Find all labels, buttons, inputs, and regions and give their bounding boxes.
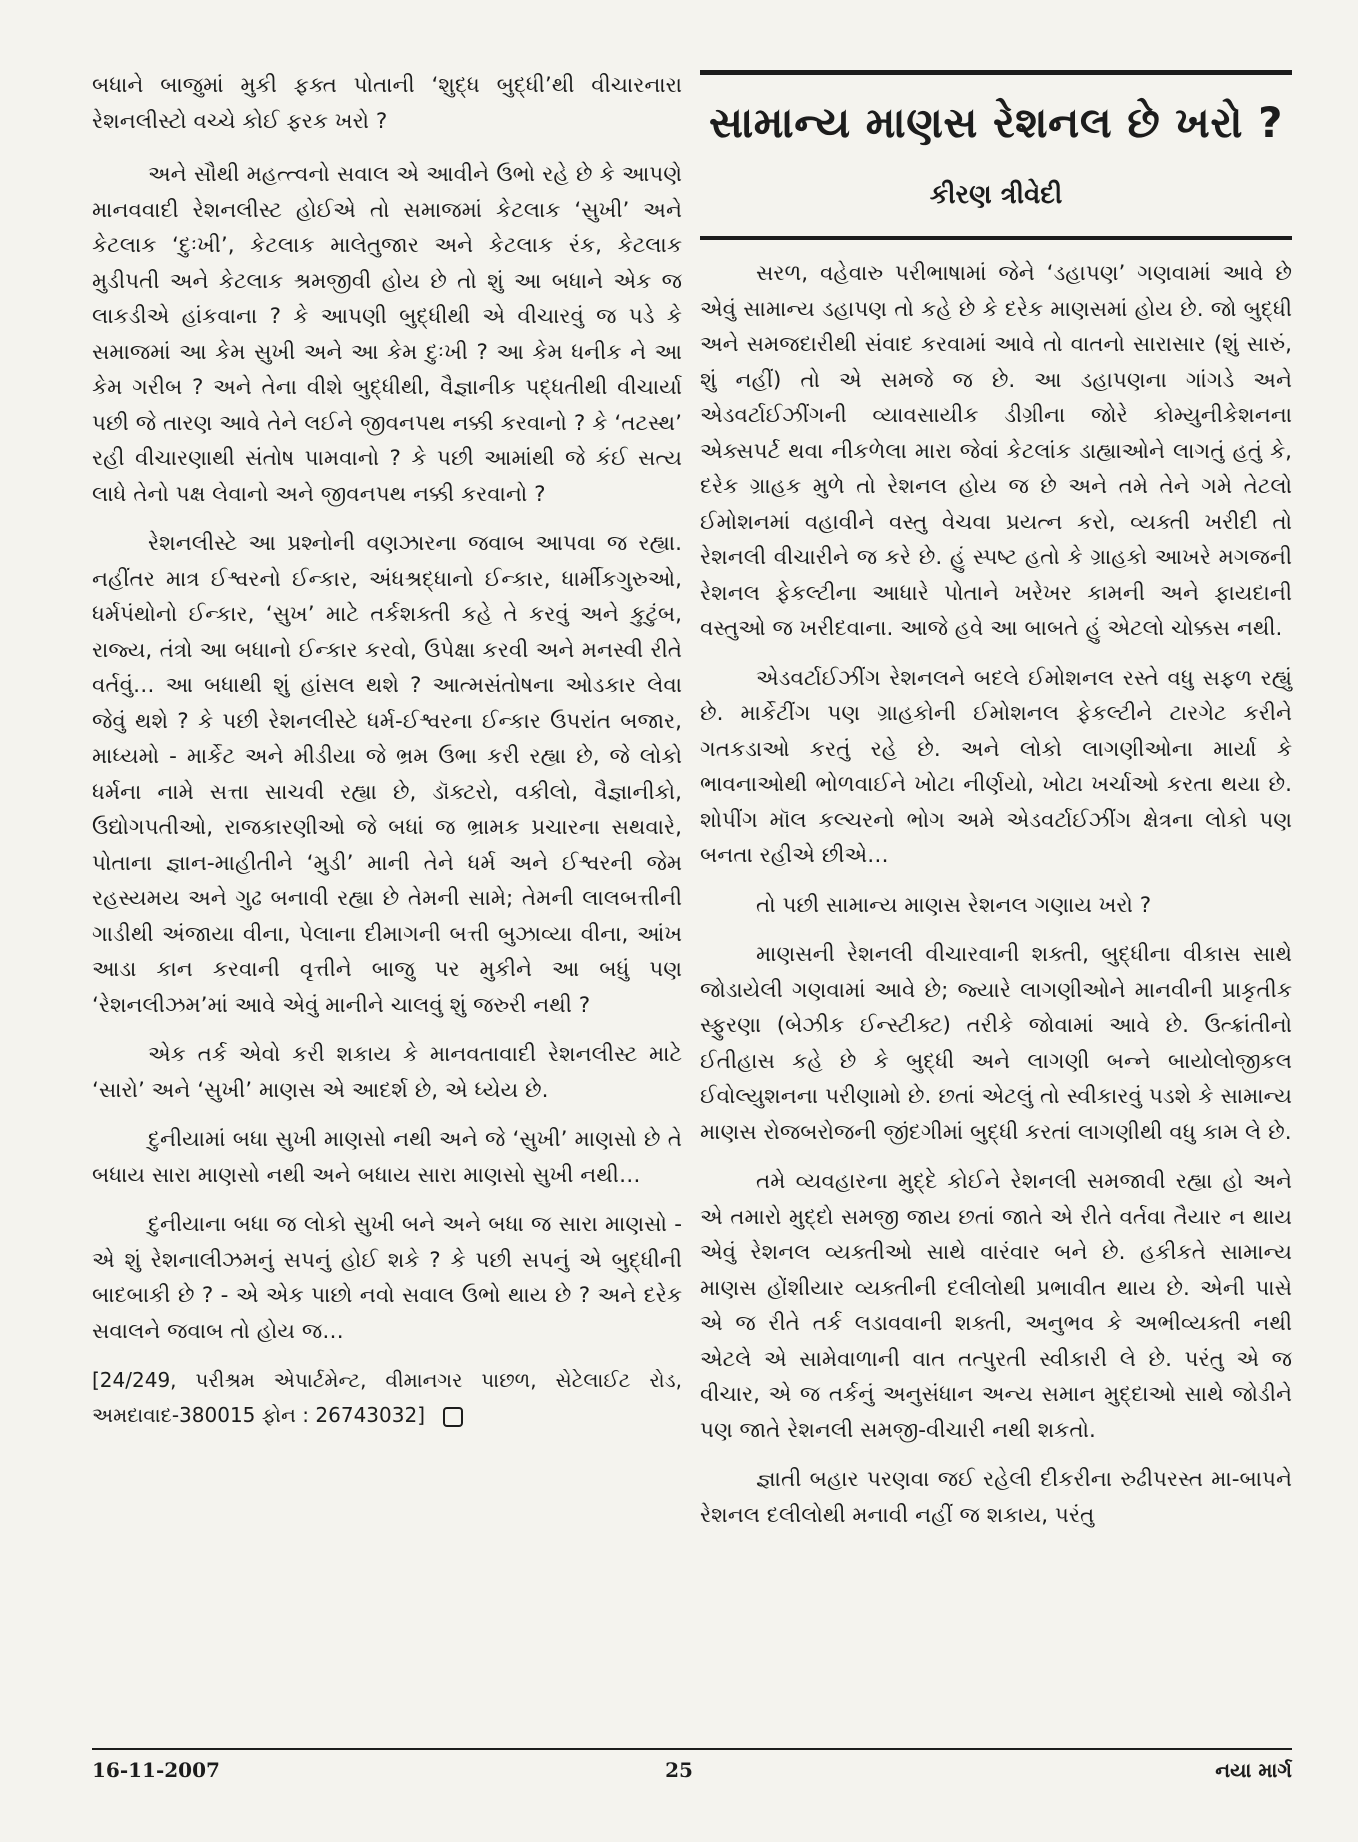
right-paragraph: માણસની રેશનલી વીચારવાની શક્તી, બુદ્ધીના વીકાસ સાથે જોડાયેલી ગણવામાં આવે છે; જ્યારે લાગણીઓને માનવીની પ્રાકૃતીક સ્ફુરણા (બેઝીક ઈન્સ્ટીક્ટ) તરીકે જોવામાં આવે છે. ઉત્ક્રાંતીનો ઈતીહાસ કહે છે કે બુદ્ધી અને લાગણી બન્ને બાયોલોજીકલ ઈવોલ્યુશનના પરીણામો છે. છતાં એટલું તો સ્વીકારવું પડશે કે સામાન્ય માણસ રોજબરોજની જીંદગીમાં બુદ્ધી કરતાં લાગણીથી વધુ કામ લે છે.: [700, 942, 1292, 1145]
right-paragraph: તમે વ્યવહારના મુદ્દે કોઈને રેશનલી સમજાવી રહ્યા હો અને એ તમારો મુદ્દો સમજી જાય છતાં જાતે એ રીતે વર્તવા તૈયાર ન થાય એવું રેશનલ વ્યક્તીઓ સાથે વારંવાર બને છે. હકીકતે સામાન્ય માણસ હોંશીયાર વ્યક્તીની દલીલોથી પ્રભાવીત થાય છે. એની પાસે એ જ રીતે તર્ક લડાવવાની શક્તી, અનુભવ કે અભીવ્યક્તી નથી એટલે એ સામેવાળાની વાત તત્પુરતી સ્વીકારી લે છે. પરંતુ એ જ વીચાર, એ જ તર્કનું અનુસંધાન અન્ય સમાન મુદ્દાઓ સાથે જોડીને પણ જાતે રેશનલી સમજી-વીચારી નથી શકતો.: [700, 1169, 1292, 1443]
right-column-body: [700, 256, 1292, 1533]
footer-rule: [92, 1748, 1292, 1750]
left-paragraph-continued: બધાને બાજુમાં મુકી ફક્ત પોતાની ‘શુદ્ધ બુદ્ધી’થી વીચારનારા રેશનલીસ્ટો વચ્ચે કોઈ ફરક ખરો ?: [92, 73, 682, 134]
author-address-text: [24/249, પરીશ્રમ એપાર્ટમેન્ટ, વીમાનગર પાછળ, સેટેલાઈટ રોડ, અમદાવાદ-380015 ફોન : 26743032]: [92, 1368, 682, 1427]
left-column-body: [92, 157, 682, 1433]
issue-date: 16-11-2007: [92, 1758, 220, 1782]
left-paragraph: દુનીયામાં બધા સુખી માણસો નથી અને જે ‘સુખી’ માણસો છે તે બધાય સારા માણસો નથી અને બધાય સારા માણસો સુખી નથી…: [92, 1127, 682, 1188]
right-paragraph: એડવર્ટાઈઝીંગ રેશનલને બદલે ઈમોશનલ રસ્તે વધુ સફળ રહ્યું છે. માર્કેટીંગ પણ ગ્રાહકોની ઈમોશનલ ફેકલ્ટીને ટારગેટ કરીને ગતકડાઓ કરતું રહે છે. અને લોકો લાગણીઓના માર્યા કે ભાવનાઓથી ભોળવાઈને ખોટા નીર્ણયો, ખોટા ખર્ચાઓ કરતા થયા છે. શોપીંગ મૉલ કલ્ચરનો ભોગ અમે એડવર્ટાઈઝીંગ ક્ષેત્રના લોકો પણ બનતા રહીએ છીએ…: [700, 665, 1292, 868]
end-mark-icon: [443, 1407, 463, 1427]
page-number: 25: [665, 1758, 693, 1782]
left-paragraph: એક તર્ક એવો કરી શકાય કે માનવતાવાદી રેશનલીસ્ટ માટે ‘સારો’ અને ‘સુખી’ માણસ એ આદર્શ છે, એ ધ્યેય છે.: [92, 1042, 682, 1103]
right-paragraph: તો પછી સામાન્ય માણસ રેશનલ ગણાય ખરો ?: [756, 892, 1152, 918]
left-paragraph: દુનીયાના બધા જ લોકો સુખી બને અને બધા જ સારા માણસો - એ શું રેશનાલીઝમનું સપનું હોઈ શકે ? કે પછી સપનું એ બુદ્ધીની બાદબાકી છે ? - એ એક પાછો નવો સવાલ ઉભો થાય છે ? અને દરેક સવાલને જવાબ તો હોય જ…: [92, 1212, 682, 1344]
title-top-rule: [700, 70, 1292, 75]
magazine-name: નયા માર્ગ: [1215, 1758, 1292, 1782]
article-title: સામાન્ય માણસ રેશનલ છે ખરો ?: [708, 98, 1284, 147]
article-author: કીરણ ત્રીવેદી: [929, 180, 1063, 210]
left-paragraph: અને સૌથી મહત્ત્વનો સવાલ એ આવીને ઉભો રહે છે કે આપણે માનવવાદી રેશનલીસ્ટ હોઈએ તો સમાજમાં કેટલાક ‘સુખી’ અને કેટલાક ‘દુઃખી’, કેટલાક માલેતુજાર અને કેટલાક રંક, કેટલાક મુડીપતી અને કેટલાક શ્રમજીવી હોય છે તો શું આ બધાને એક જ લાકડીએ હાંકવાના ? કે આપણી બુદ્ધીથી એ વીચારવું જ પડે કે સમાજમાં આ કેમ સુખી અને આ કેમ દુઃખી ? આ કેમ ધનીક ને આ કેમ ગરીબ ? અને તેના વીશે બુદ્ધીથી, વૈજ્ઞાનીક પદ્ધતીથી વીચાર્યા પછી જે તારણ આવે તેને લઈને જીવનપથ નક્કી કરવાનો ? કે ‘તટસ્થ’ રહી વીચારણાથી સંતોષ પામવાનો ? કે પછી આમાંથી જે કંઈ સત્ય લાધે તેનો પક્ષ લેવાનો અને જીવનપથ નક્કી કરવાનો ?: [92, 162, 682, 507]
author-address: [92, 1363, 682, 1433]
right-paragraph: સરળ, વહેવારુ પરીભાષામાં જેને ‘ડહાપણ’ ગણવામાં આવે છે એવું સામાન્ય ડહાપણ તો કહે છે કે દરેક માણસમાં હોય છે. જો બુદ્ધી અને સમજદારીથી સંવાદ કરવામાં આવે તો વાતનો સારાસાર (શું સારું, શું નહીં) તો એ સમજે જ છે. આ ડહાપણના ગાંગડે અને એડવર્ટાઈઝીંગની વ્યાવસાયીક ડીગ્રીના જોરે કોમ્યુનીકેશનના એક્સપર્ટ થવા નીકળેલા મારા જેવાં કેટલાંક ડાહ્યાઓને લાગતું હતું કે, દરેક ગ્રાહક મુળે તો રેશનલ હોય જ છે અને તમે તેને ગમે તેટલો ઈમોશનમાં વહાવીને વસ્તુ વેચવા પ્રયત્ન કરો, વ્યક્તી ખરીદી તો રેશનલી વીચારીને જ કરે છે. હું સ્પષ્ટ હતો કે ગ્રાહકો આખરે મગજની રેશનલ ફેકલ્ટીના આધારે પોતાને ખરેખર કામની અને ફાયદાની વસ્તુઓ જ ખરીદવાના. આજે હવે આ બાબતે હું એટલો ચોક્કસ નથી.: [700, 261, 1292, 641]
left-paragraph: રેશનલીસ્ટે આ પ્રશ્નોની વણઝારના જવાબ આપવા જ રહ્યા. નહીંતર માત્ર ઈશ્વરનો ઈન્કાર, અંધશ્રદ્ધાનો ઈન્કાર, ધાર્મીકગુરુઓ, ધર્મપંથોનો ઈન્કાર, ‘સુખ’ માટે તર્કશક્તી કહે તે કરવું અને કુટુંબ, રાજ્ય, તંત્રો આ બધાનો ઈન્કાર કરવો, ઉપેક્ષા કરવી અને મનસ્વી રીતે વર્તવું… આ બધાથી શું હાંસલ થશે ? આત્મસંતોષના ઓડકાર લેવા જેવું થશે ? કે પછી રેશનલીસ્ટે ધર્મ-ઈશ્વરના ઈન્કાર ઉપરાંત બજાર, માધ્યમો - માર્કેટ અને મીડીયા જે ભ્રમ ઉભા કરી રહ્યા છે, જે લોકો ધર્મના નામે સત્તા સાચવી રહ્યા છે, ડૉક્ટરો, વકીલો, વૈજ્ઞાનીકો, ઉદ્યોગપતીઓ, રાજકારણીઓ જે બધાં જ ભ્રામક પ્રચારના સથવારે, પોતાના જ્ઞાન-માહીતીને ‘મુડી’ માની તેને ધર્મ અને ઈશ્વરની જેમ રહસ્યમય અને ગુઢ બનાવી રહ્યા છે તેમની સામે; તેમની લાલબત્તીની ગાડીથી અંજાયા વીના, પેલાના દીમાગની બત્તી બુઝાવ્યા વીના, આંખ આડા કાન કરવાની વૃત્તીને બાજુ પર મુકીને આ બધું પણ ‘રેશનલીઝમ’માં આવે એવું માનીને ચાલવું શું જરુરી નથી ?: [92, 531, 682, 1018]
right-paragraph: જ્ઞાતી બહાર પરણવા જઈ રહેલી દીકરીના રુઢીપરસ્ત મા-બાપને રેશનલ દલીલોથી મનાવી નહીં જ શકાય, પરંતુ: [700, 1467, 1292, 1528]
title-bottom-rule: [700, 236, 1292, 240]
